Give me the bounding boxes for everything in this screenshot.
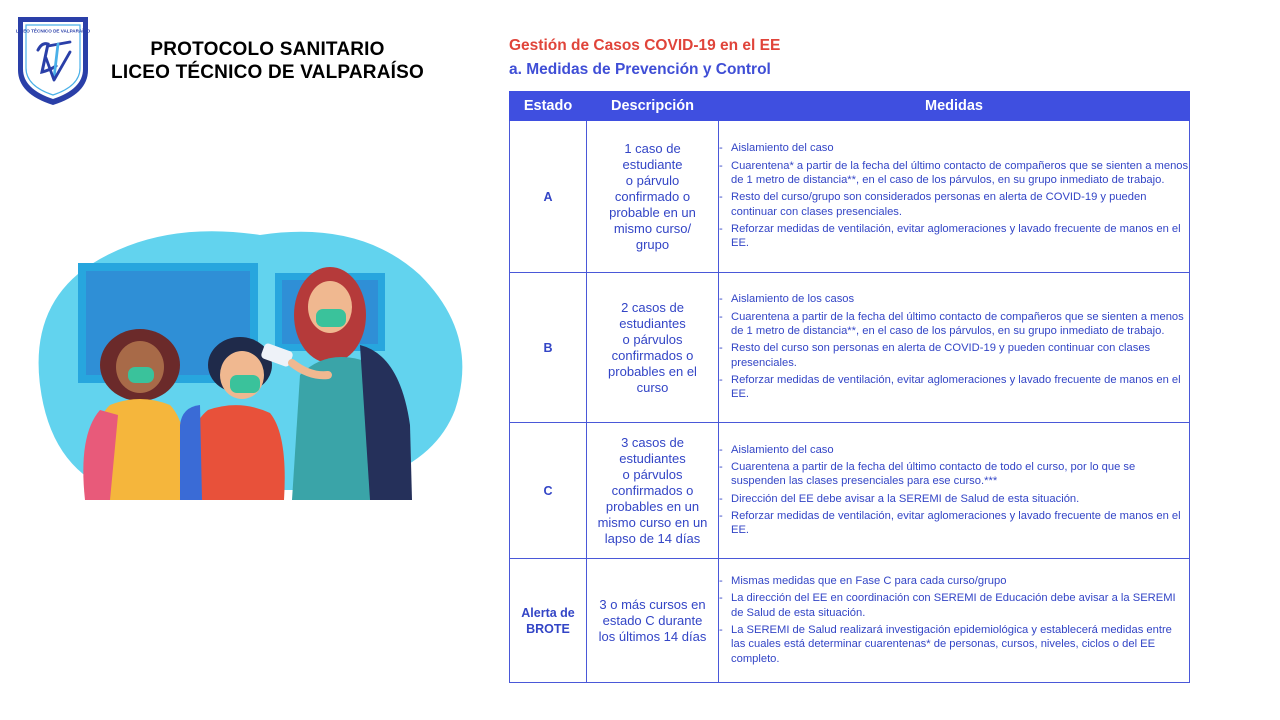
medidas-cell [719,559,1190,683]
estado-cell: B [510,273,587,423]
medida-item: - Cuarentena* a partir de la fecha del último contacto de compañeros que se sienten a menos de 1 metro de distancia**, en el caso de los párvulos, en su grupo inmediato de trabajo. [719,159,1189,188]
medidas-cell [719,273,1190,423]
descripcion-line: 2 casos de [621,299,684,315]
descripcion-line: o párvulos [622,466,683,482]
school-logo [14,12,92,108]
descripcion-line: estudiantes [619,450,686,466]
school-header [100,38,435,84]
medida-item: - Dirección del EE debe avisar a la SEREMI de Salud de esta situación. [719,492,1189,506]
descripcion-line: estudiantes [619,315,686,331]
medidas-list [719,292,1189,401]
header-line-1: PROTOCOLO SANITARIO [150,39,385,60]
students-temperature-check-illustration [30,225,470,500]
section-subtitle: a. Medidas de Prevención y Control [509,61,771,78]
descripcion-line: mismo curso en un [597,514,708,530]
medida-item: - Reforzar medidas de ventilación, evitar aglomeraciones y lavado frecuente de manos en el EE. [719,373,1189,402]
descripcion-line: 3 o más cursos en [599,596,706,612]
medida-item: - Reforzar medidas de ventilación, evitar aglomeraciones y lavado frecuente de manos en el EE. [719,222,1189,251]
descripcion-line: o párvulos [622,331,683,347]
descripcion-line: probable en un [609,204,696,220]
medida-item: - La dirección del EE en coordinación con SEREMI de Educación debe avisar a la SEREMI de Salud de esta situación. [719,591,1189,620]
descripcion-line: probables en el [608,363,697,379]
estado-cell [510,559,587,683]
descripcion-line: o párvulo [625,172,680,188]
descripcion-line: 3 casos de [621,434,684,450]
table-row [510,559,1190,683]
estado-cell: A [510,121,587,273]
descripcion-cell [587,273,719,423]
medidas-list [719,443,1189,538]
medida-item: - Mismas medidas que en Fase C para cada curso/grupo [719,574,1189,588]
descripcion-line: lapso de 14 días [604,530,701,546]
descripcion-line: mismo curso/ [613,220,692,236]
estado-line: Alerta de [521,605,575,620]
table-row [510,273,1190,423]
measures-table [509,91,1190,683]
medida-item: - Resto del curso son personas en alerta de COVID-19 y pueden continuar con clases presenciales. [719,341,1189,370]
medida-item: - Cuarentena a partir de la fecha del último contacto de todo el curso, por lo que se suspenden las clases presenciales para ese curso.*** [719,460,1189,489]
medida-item: - Aislamiento del caso [719,141,1189,155]
header-descripcion: Descripción [587,92,719,121]
medidas-cell [719,423,1190,559]
table-row [510,121,1190,273]
descripcion-line: confirmado o [614,188,691,204]
header-estado: Estado [510,92,587,121]
descripcion-cell [587,121,719,273]
medida-item: - Aislamiento del caso [719,443,1189,457]
section-title: Gestión de Casos COVID-19 en el EE [509,37,781,54]
descripcion-line: grupo [635,236,670,252]
descripcion-line: los últimos 14 días [598,628,707,644]
descripcion-line: estudiante [622,156,683,172]
descripcion-line: confirmados o [611,482,694,498]
medida-item: - La SEREMI de Salud realizará investigación epidemiológica y establecerá medidas entre las cuales está determinar cuarentenas* de personas, cursos, niveles, ciclos o del EE completo. [719,623,1189,666]
header-line-2: LICEO TÉCNICO DE VALPARAÍSO [111,62,424,83]
descripcion-cell [587,559,719,683]
estado-line: BROTE [526,621,570,636]
descripcion-line: probables en un [605,498,700,514]
medidas-cell [719,121,1190,273]
table-header-row [510,92,1190,121]
logo-ring-text: LICEO TÉCNICO DE VALPARAÍSO [15,28,91,34]
header-medidas: Medidas [719,92,1190,121]
descripcion-line: confirmados o [611,347,694,363]
medidas-list [719,574,1189,666]
medida-item: - Resto del curso/grupo son considerados personas en alerta de COVID-19 y pueden continuar con clases presenciales. [719,190,1189,219]
descripcion-line: curso [636,379,669,395]
descripcion-line: 1 caso de [624,140,681,156]
medidas-list [719,141,1189,250]
descripcion-cell [587,423,719,559]
medida-item: - Aislamiento de los casos [719,292,1189,306]
estado-cell: C [510,423,587,559]
table-row [510,423,1190,559]
medida-item: - Reforzar medidas de ventilación, evitar aglomeraciones y lavado frecuente de manos en el EE. [719,509,1189,538]
medida-item: - Cuarentena a partir de la fecha del último contacto de compañeros que se sienten a menos de 1 metro de distancia**, en el caso de los párvulos, en su grupo inmediato de trabajo. [719,310,1189,339]
descripcion-line: estado C durante [602,612,703,628]
